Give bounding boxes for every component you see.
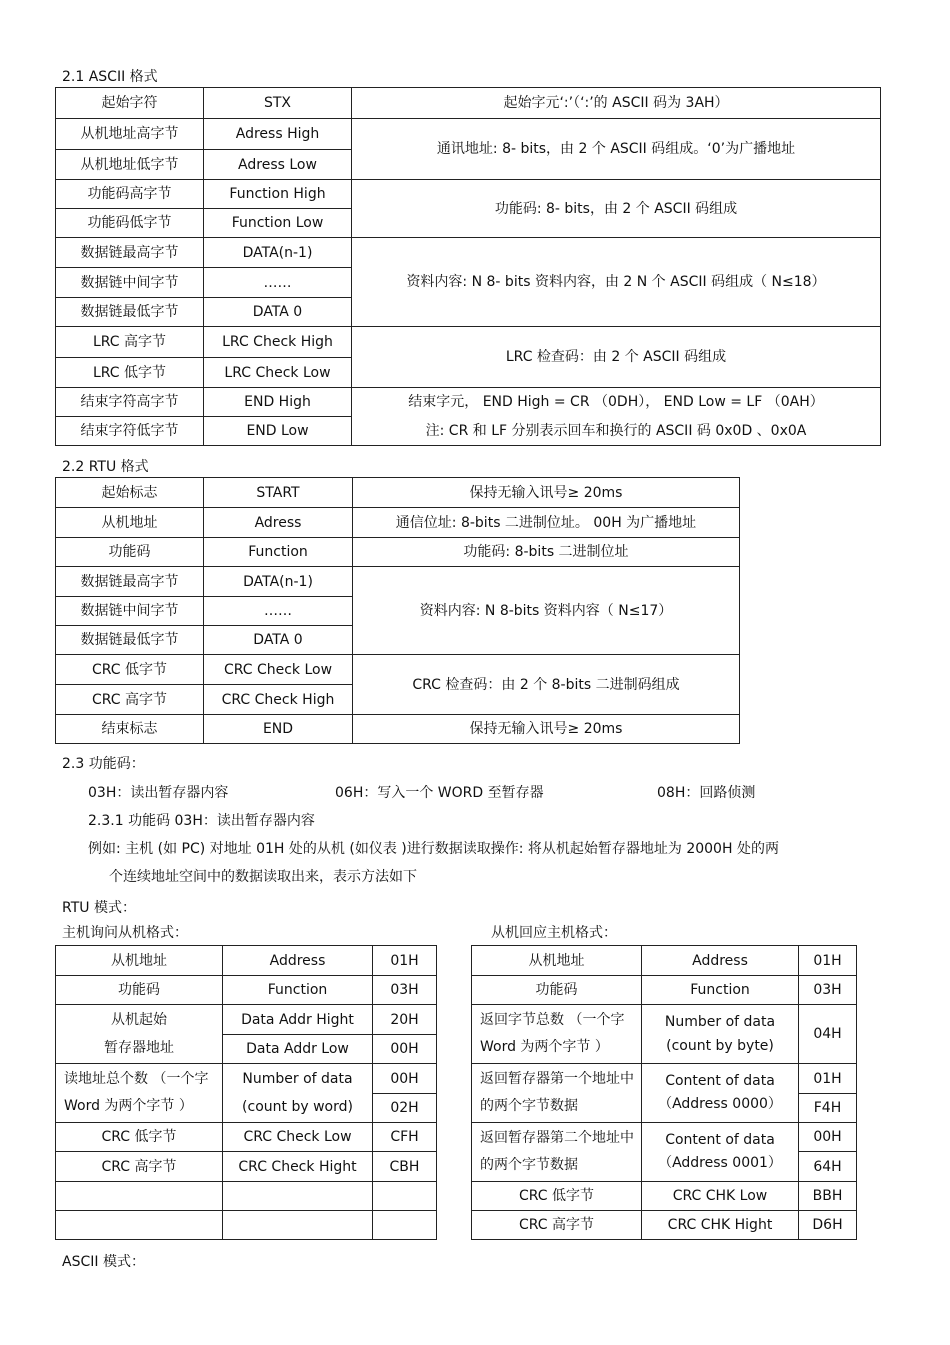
subsection-heading: 2.3.1 功能码 03H：读出暂存器内容 [88,813,315,829]
table-cell: STX [204,88,352,119]
table-cell: CRC 低字节 [56,655,204,685]
table-cell: CRC 低字节 [56,1123,223,1152]
table-cell: 从机地址 [56,508,204,538]
table-cell: Function [223,976,373,1005]
table-cell: CRC Check Low [204,655,353,685]
table-cell [642,1123,799,1182]
table-cell: 03H [373,976,437,1005]
table-cell: CRC 高字节 [56,1152,223,1182]
table-cell [223,1064,373,1123]
function-code-03h: 03H：读出暂存器内容 [88,785,229,801]
start-label-line-1: 从机起始 [111,1012,167,1028]
table-cell: 通讯地址: 8- bits，由 2 个 ASCII 码组成。‘0’为广播地址 [352,119,881,180]
table-cell: LRC 高字节 [56,327,204,358]
table-cell: 结束字符低字节 [56,417,204,446]
table-cell: 数据链最高字节 [56,567,204,597]
bytes-desc-line-2: (count by byte) [666,1038,774,1054]
table-cell: 数据链中间字节 [56,268,204,298]
table-cell: 结束标志 [56,715,204,744]
example-line-1: 例如: 主机 (如 PC) 对地址 01H 处的从机 (如仪表 )进行数据读取操作: 将从机起始暂存器地址为 2000H 处的两 [88,841,779,857]
table-cell: 注: CR 和 LF 分别表示回车和换行的 ASCII 码 0x0D 、0x0A [352,417,881,446]
table-cell: 从机地址低字节 [56,150,204,180]
reg1-desc-line-1: Content of data [665,1073,775,1089]
table-cell: 00H [799,1123,857,1152]
table-cell: CRC CHK Low [642,1182,799,1211]
table-cell: 功能码 [56,538,204,567]
table-cell: 02H [373,1094,437,1123]
table-cell: END High [204,388,352,417]
rtu-format-table [55,477,740,744]
table-cell: 返回暂存器第二个地址中的两个字节数据 [472,1123,642,1182]
example-line-2: 个连续地址空间中的数据读取出来，表示方法如下 [109,869,417,885]
table-cell: CRC 检查码：由 2 个 8-bits 二进制码组成 [353,655,740,715]
table-cell: LRC Check Low [204,358,352,388]
table-cell: END Low [204,417,352,446]
table-cell: 00H [373,1035,437,1064]
table-cell: Adress High [204,119,352,150]
table-cell: CRC Check Low [223,1123,373,1152]
table-cell: 数据链最高字节 [56,238,204,268]
table-cell: CRC 高字节 [472,1211,642,1240]
table-cell: 通信位址: 8-bits 二进制位址。 00H 为广播地址 [353,508,740,538]
empty-cell [223,1182,373,1211]
table-cell: 返回字节总数 （一个字 Word 为两个字节 ） [472,1005,642,1064]
table-cell: CFH [373,1123,437,1152]
table-cell: 03H [799,976,857,1005]
section-heading-function-codes: 2.3 功能码： [62,756,145,772]
table-cell: 数据链最低字节 [56,626,204,655]
table-cell: DATA 0 [204,626,353,655]
table-cell: CRC 低字节 [472,1182,642,1211]
table-cell: Adress [204,508,353,538]
table-cell: Address [223,946,373,976]
reg2-desc-line-2: （Address 0001） [658,1155,782,1171]
table-cell: 功能码: 8-bits 二进制位址 [353,538,740,567]
table-cell: 功能码低字节 [56,209,204,238]
table-cell: F4H [799,1094,857,1123]
table-cell: CRC 高字节 [56,685,204,715]
start-label-line-2: 暂存器地址 [104,1040,174,1056]
table-cell: LRC 低字节 [56,358,204,388]
table-cell: 起始字符 [56,88,204,119]
slave-response-table [471,945,857,1240]
table-cell: 01H [799,1064,857,1094]
function-code-06h: 06H：写入一个 WORD 至暂存器 [335,785,544,801]
table-cell: DATA(n-1) [204,567,353,597]
table-cell [642,1064,799,1123]
table-cell: 64H [799,1152,857,1182]
table-cell: LRC 检查码：由 2 个 ASCII 码组成 [352,327,881,388]
empty-cell [223,1211,373,1240]
master-query-table [55,945,437,1240]
table-cell: 功能码: 8- bits，由 2 个 ASCII 码组成 [352,180,881,238]
table-cell: 从机地址 [472,946,642,976]
table-cell: 起始字元‘:’（‘:’的 ASCII 码为 3AH） [352,88,881,119]
table-cell: 01H [373,946,437,976]
table-cell: 从机地址高字节 [56,119,204,150]
table-cell: 返回暂存器第一个地址中的两个字节数据 [472,1064,642,1123]
table-cell: 资料内容: N 8- bits 资料内容，由 2 N 个 ASCII 码组成（ N≤18） [352,238,881,327]
table-cell: 20H [373,1005,437,1035]
table-cell: DATA 0 [204,298,352,327]
count-desc-line-1: Number of data [242,1071,353,1087]
table-cell: Address [642,946,799,976]
table-cell: CRC CHK Hight [642,1211,799,1240]
rtu-mode-label: RTU 模式： [62,900,136,916]
table-cell: LRC Check High [204,327,352,358]
table-cell [642,1005,799,1064]
table-cell: 04H [799,1005,857,1064]
table-cell: END [204,715,353,744]
master-query-label: 主机询问从机格式： [62,925,188,941]
table-cell: 结束字符高字节 [56,388,204,417]
section-heading-rtu: 2.2 RTU 格式 [62,459,149,475]
table-cell: START [204,478,353,508]
count-desc-line-2: (count by word) [242,1099,353,1115]
table-cell: 起始标志 [56,478,204,508]
table-cell: Adress Low [204,150,352,180]
table-cell: 资料内容: N 8-bits 资料内容（ N≤17） [353,567,740,655]
ascii-mode-label: ASCII 模式： [62,1254,145,1270]
ascii-format-table [55,87,881,446]
table-cell: 功能码高字节 [56,180,204,209]
table-cell: 数据链最低字节 [56,298,204,327]
reg2-desc-line-1: Content of data [665,1132,775,1148]
table-cell: 保持无输入讯号≥ 20ms [353,715,740,744]
table-cell: DATA(n-1) [204,238,352,268]
table-cell: 保持无输入讯号≥ 20ms [353,478,740,508]
section-heading-ascii: 2.1 ASCII 格式 [62,69,158,85]
function-code-08h: 08H：回路侦测 [657,785,756,801]
table-cell: CRC Check Hight [223,1152,373,1182]
table-cell: 功能码 [472,976,642,1005]
table-cell: …… [204,597,353,626]
table-cell: Function High [204,180,352,209]
table-cell: Data Addr Hight [223,1005,373,1035]
table-cell: 数据链中间字节 [56,597,204,626]
table-cell: Data Addr Low [223,1035,373,1064]
table-cell: 从机地址 [56,946,223,976]
table-cell: …… [204,268,352,298]
table-cell: 01H [799,946,857,976]
table-cell: 功能码 [56,976,223,1005]
table-cell: 读地址总个数 （一个字 Word 为两个字节 ） [56,1064,223,1123]
table-cell: D6H [799,1211,857,1240]
table-cell: Function Low [204,209,352,238]
table-cell: 00H [373,1064,437,1094]
slave-response-label: 从机回应主机格式： [491,925,617,941]
reg1-desc-line-2: （Address 0000） [658,1096,782,1112]
table-cell: CRC Check High [204,685,353,715]
empty-cell [373,1182,437,1211]
empty-cell [373,1211,437,1240]
empty-cell [56,1182,223,1211]
empty-cell [56,1211,223,1240]
table-cell [56,1005,223,1064]
bytes-desc-line-1: Number of data [664,1014,776,1030]
table-cell: CBH [373,1152,437,1182]
table-cell: Function [642,976,799,1005]
table-cell: 结束字元， END High = CR （0DH）， END Low = LF （0AH） [352,388,881,417]
table-cell: Function [204,538,353,567]
table-cell: BBH [799,1182,857,1211]
